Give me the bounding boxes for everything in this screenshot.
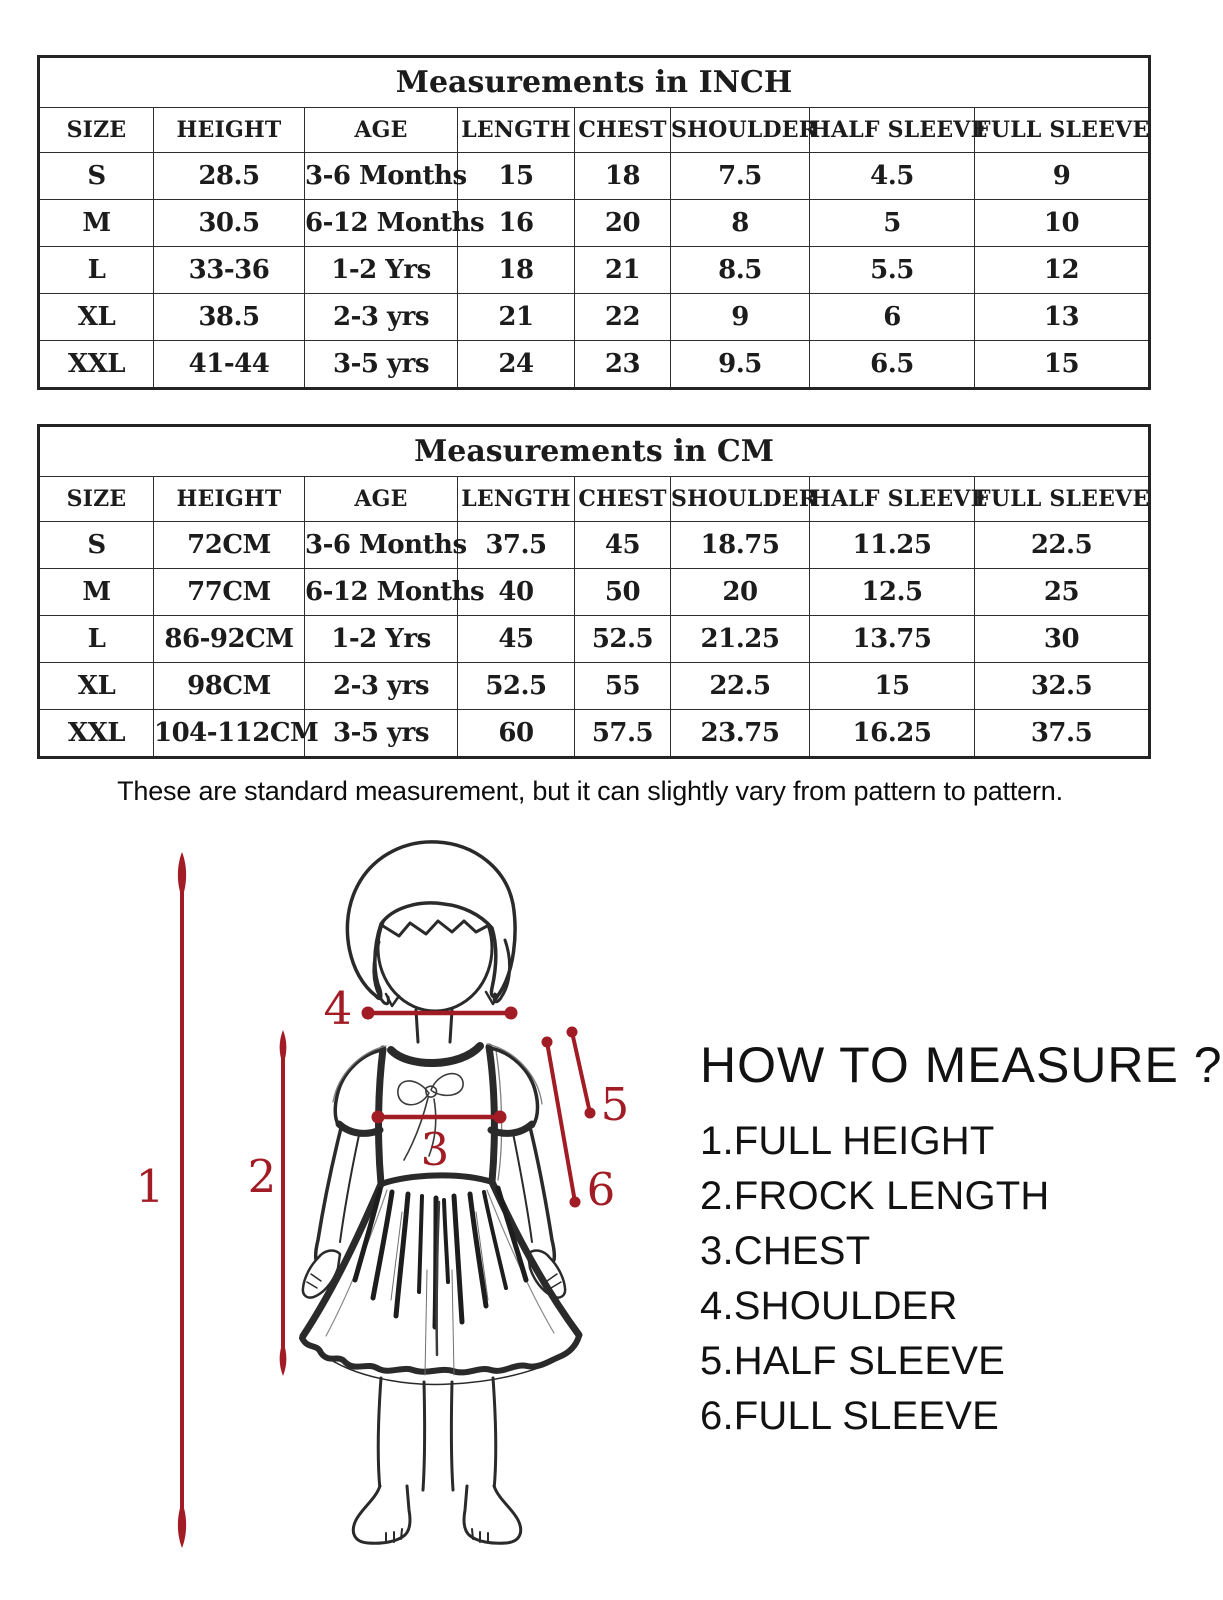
table-cell: 30 bbox=[975, 616, 1150, 663]
table-cell: 11.25 bbox=[810, 522, 975, 569]
table-header-row bbox=[39, 108, 1150, 153]
waistline bbox=[381, 1175, 492, 1184]
child-figure-sketch bbox=[302, 842, 579, 1543]
table-cell: 22 bbox=[575, 294, 671, 341]
column-header: LENGTH bbox=[458, 108, 575, 153]
table-cell: 5 bbox=[810, 200, 975, 247]
column-header: SIZE bbox=[39, 477, 154, 522]
table-row bbox=[39, 522, 1150, 569]
table-cell: 2-3 yrs bbox=[305, 294, 458, 341]
bodice-right bbox=[489, 1047, 494, 1182]
table-cell: 55 bbox=[575, 663, 671, 710]
table-cell: XL bbox=[39, 294, 154, 341]
chest-line bbox=[372, 1111, 507, 1124]
table-cell: 1-2 Yrs bbox=[305, 247, 458, 294]
measurements-inch-table bbox=[37, 55, 1151, 390]
how-to-measure-item: 5.HALF SLEEVE bbox=[700, 1339, 1005, 1383]
table-cell: 37.5 bbox=[975, 710, 1150, 758]
table-cell: 16 bbox=[458, 200, 575, 247]
column-header: HALF SLEEVE bbox=[810, 108, 975, 153]
child-figure-diagram-svg bbox=[90, 830, 650, 1590]
table-cell: 25 bbox=[975, 569, 1150, 616]
table-cell: 18 bbox=[458, 247, 575, 294]
table-cell: 60 bbox=[458, 710, 575, 758]
table-row bbox=[39, 569, 1150, 616]
table-title: Measurements in INCH bbox=[39, 57, 1150, 108]
frock-length-line bbox=[280, 1030, 287, 1376]
table-cell: 24 bbox=[458, 341, 575, 389]
table-cell: 37.5 bbox=[458, 522, 575, 569]
table-cell: S bbox=[39, 522, 154, 569]
table-cell: 22.5 bbox=[671, 663, 810, 710]
column-header: AGE bbox=[305, 477, 458, 522]
table-cell: 3-5 yrs bbox=[305, 710, 458, 758]
table-cell: 40 bbox=[458, 569, 575, 616]
column-header: CHEST bbox=[575, 108, 671, 153]
table-cell: 23.75 bbox=[671, 710, 810, 758]
table-cell: 13 bbox=[975, 294, 1150, 341]
table-cell: 20 bbox=[575, 200, 671, 247]
table-cell: 3-6 Months bbox=[305, 153, 458, 200]
table-header-row bbox=[39, 477, 1150, 522]
marker-label-4: 4 bbox=[323, 982, 353, 1035]
marker-label-3: 3 bbox=[420, 1123, 450, 1176]
column-header: CHEST bbox=[575, 477, 671, 522]
table-cell: 7.5 bbox=[671, 153, 810, 200]
table-cell: 38.5 bbox=[154, 294, 305, 341]
table-cell: L bbox=[39, 616, 154, 663]
column-header: AGE bbox=[305, 108, 458, 153]
skirt-center-line bbox=[437, 1202, 439, 1355]
table-cell: 3-5 yrs bbox=[305, 341, 458, 389]
leg-left-inner bbox=[423, 1382, 425, 1490]
arm-left-inner bbox=[340, 1135, 359, 1242]
table-cell: XXL bbox=[39, 341, 154, 389]
table-cell: 18 bbox=[575, 153, 671, 200]
table-cell: 5.5 bbox=[810, 247, 975, 294]
marker-label-5: 5 bbox=[600, 1078, 630, 1131]
column-header: FULL SLEEVE bbox=[975, 477, 1150, 522]
table-cell: 8.5 bbox=[671, 247, 810, 294]
column-header: HEIGHT bbox=[154, 108, 305, 153]
column-header: FULL SLEEVE bbox=[975, 108, 1150, 153]
table-cell: 15 bbox=[975, 341, 1150, 389]
table-cell: 6-12 Months bbox=[305, 569, 458, 616]
table-cell: M bbox=[39, 569, 154, 616]
table-title: Measurements in CM bbox=[39, 426, 1150, 477]
table-cell: 6 bbox=[810, 294, 975, 341]
table-cell: 86-92CM bbox=[154, 616, 305, 663]
table-cell: L bbox=[39, 247, 154, 294]
table-cell: 18.75 bbox=[671, 522, 810, 569]
table-cell: 6.5 bbox=[810, 341, 975, 389]
table-cell: 57.5 bbox=[575, 710, 671, 758]
table-cell: 15 bbox=[810, 663, 975, 710]
table-cell: 22.5 bbox=[975, 522, 1150, 569]
table-cell: 3-6 Months bbox=[305, 522, 458, 569]
leg-right-inner bbox=[451, 1382, 453, 1490]
column-header: LENGTH bbox=[458, 477, 575, 522]
table-cell: 50 bbox=[575, 569, 671, 616]
table-cell: XL bbox=[39, 663, 154, 710]
table-cell: 15 bbox=[458, 153, 575, 200]
marker-label-2: 2 bbox=[247, 1150, 277, 1203]
table-cell: 45 bbox=[575, 522, 671, 569]
full-sleeve-line bbox=[542, 1037, 581, 1208]
how-to-measure-section bbox=[700, 1036, 1223, 1444]
how-to-measure-item: 1.FULL HEIGHT bbox=[700, 1119, 995, 1163]
leg-left bbox=[378, 1378, 381, 1490]
table-cell: 8 bbox=[671, 200, 810, 247]
half-sleeve-line bbox=[567, 1027, 596, 1119]
table-cell: 45 bbox=[458, 616, 575, 663]
column-header: SHOULDER bbox=[671, 477, 810, 522]
table-cell: 41-44 bbox=[154, 341, 305, 389]
column-header: HALF SLEEVE bbox=[810, 477, 975, 522]
table-row bbox=[39, 616, 1150, 663]
table-cell: 52.5 bbox=[575, 616, 671, 663]
column-header: HEIGHT bbox=[154, 477, 305, 522]
standard-measurement-note: These are standard measurement, but it can slightly vary from pattern to pattern. bbox=[117, 776, 1063, 806]
leg-right bbox=[493, 1378, 496, 1490]
how-to-measure-item: 2.FROCK LENGTH bbox=[700, 1174, 1050, 1218]
table-row bbox=[39, 200, 1150, 247]
how-to-measure-title: HOW TO MEASURE ? bbox=[700, 1037, 1223, 1093]
table-row bbox=[39, 294, 1150, 341]
table-cell: 98CM bbox=[154, 663, 305, 710]
table-row bbox=[39, 153, 1150, 200]
table-cell: 9 bbox=[671, 294, 810, 341]
table-cell: 72CM bbox=[154, 522, 305, 569]
table-cell: 23 bbox=[575, 341, 671, 389]
full-height-line bbox=[178, 852, 186, 1548]
hand-left bbox=[303, 1251, 340, 1298]
table-cell: 32.5 bbox=[975, 663, 1150, 710]
column-header: SIZE bbox=[39, 108, 154, 153]
table-cell: 21.25 bbox=[671, 616, 810, 663]
table-cell: 12 bbox=[975, 247, 1150, 294]
arm-left bbox=[316, 1128, 341, 1260]
table-cell: 21 bbox=[458, 294, 575, 341]
table-cell: M bbox=[39, 200, 154, 247]
table-cell: 2-3 yrs bbox=[305, 663, 458, 710]
how-to-measure-item: 4.SHOULDER bbox=[700, 1284, 958, 1328]
table-row bbox=[39, 710, 1150, 758]
marker-label-1: 1 bbox=[135, 1160, 165, 1213]
table-cell: 9.5 bbox=[671, 341, 810, 389]
table-cell: 20 bbox=[671, 569, 810, 616]
table-row bbox=[39, 663, 1150, 710]
table-cell: 33-36 bbox=[154, 247, 305, 294]
table-cell: 104-112CM bbox=[154, 710, 305, 758]
table-cell: 52.5 bbox=[458, 663, 575, 710]
table-cell: 6-12 Months bbox=[305, 200, 458, 247]
how-to-measure-item: 6.FULL SLEEVE bbox=[700, 1394, 1000, 1438]
table-cell: 10 bbox=[975, 200, 1150, 247]
table-cell: 1-2 Yrs bbox=[305, 616, 458, 663]
table-cell: 9 bbox=[975, 153, 1150, 200]
marker-label-6: 6 bbox=[586, 1163, 616, 1216]
table-cell: 4.5 bbox=[810, 153, 975, 200]
collar bbox=[391, 1046, 480, 1063]
table-cell: 12.5 bbox=[810, 569, 975, 616]
table-cell: 30.5 bbox=[154, 200, 305, 247]
table-cell: 21 bbox=[575, 247, 671, 294]
column-header: SHOULDER bbox=[671, 108, 810, 153]
table-cell: S bbox=[39, 153, 154, 200]
arm-right bbox=[530, 1127, 554, 1260]
table-cell: 16.25 bbox=[810, 710, 975, 758]
how-to-measure-item: 3.CHEST bbox=[700, 1229, 871, 1273]
table-cell: XXL bbox=[39, 710, 154, 758]
measurement-diagram bbox=[90, 830, 650, 1590]
table-cell: 13.75 bbox=[810, 616, 975, 663]
table-row bbox=[39, 247, 1150, 294]
table-cell: 77CM bbox=[154, 569, 305, 616]
cuff-left bbox=[339, 1124, 380, 1133]
how-to-measure-list bbox=[700, 1114, 1180, 1444]
table-cell: 28.5 bbox=[154, 153, 305, 200]
measurements-cm-table bbox=[37, 424, 1151, 759]
table-row bbox=[39, 341, 1150, 389]
